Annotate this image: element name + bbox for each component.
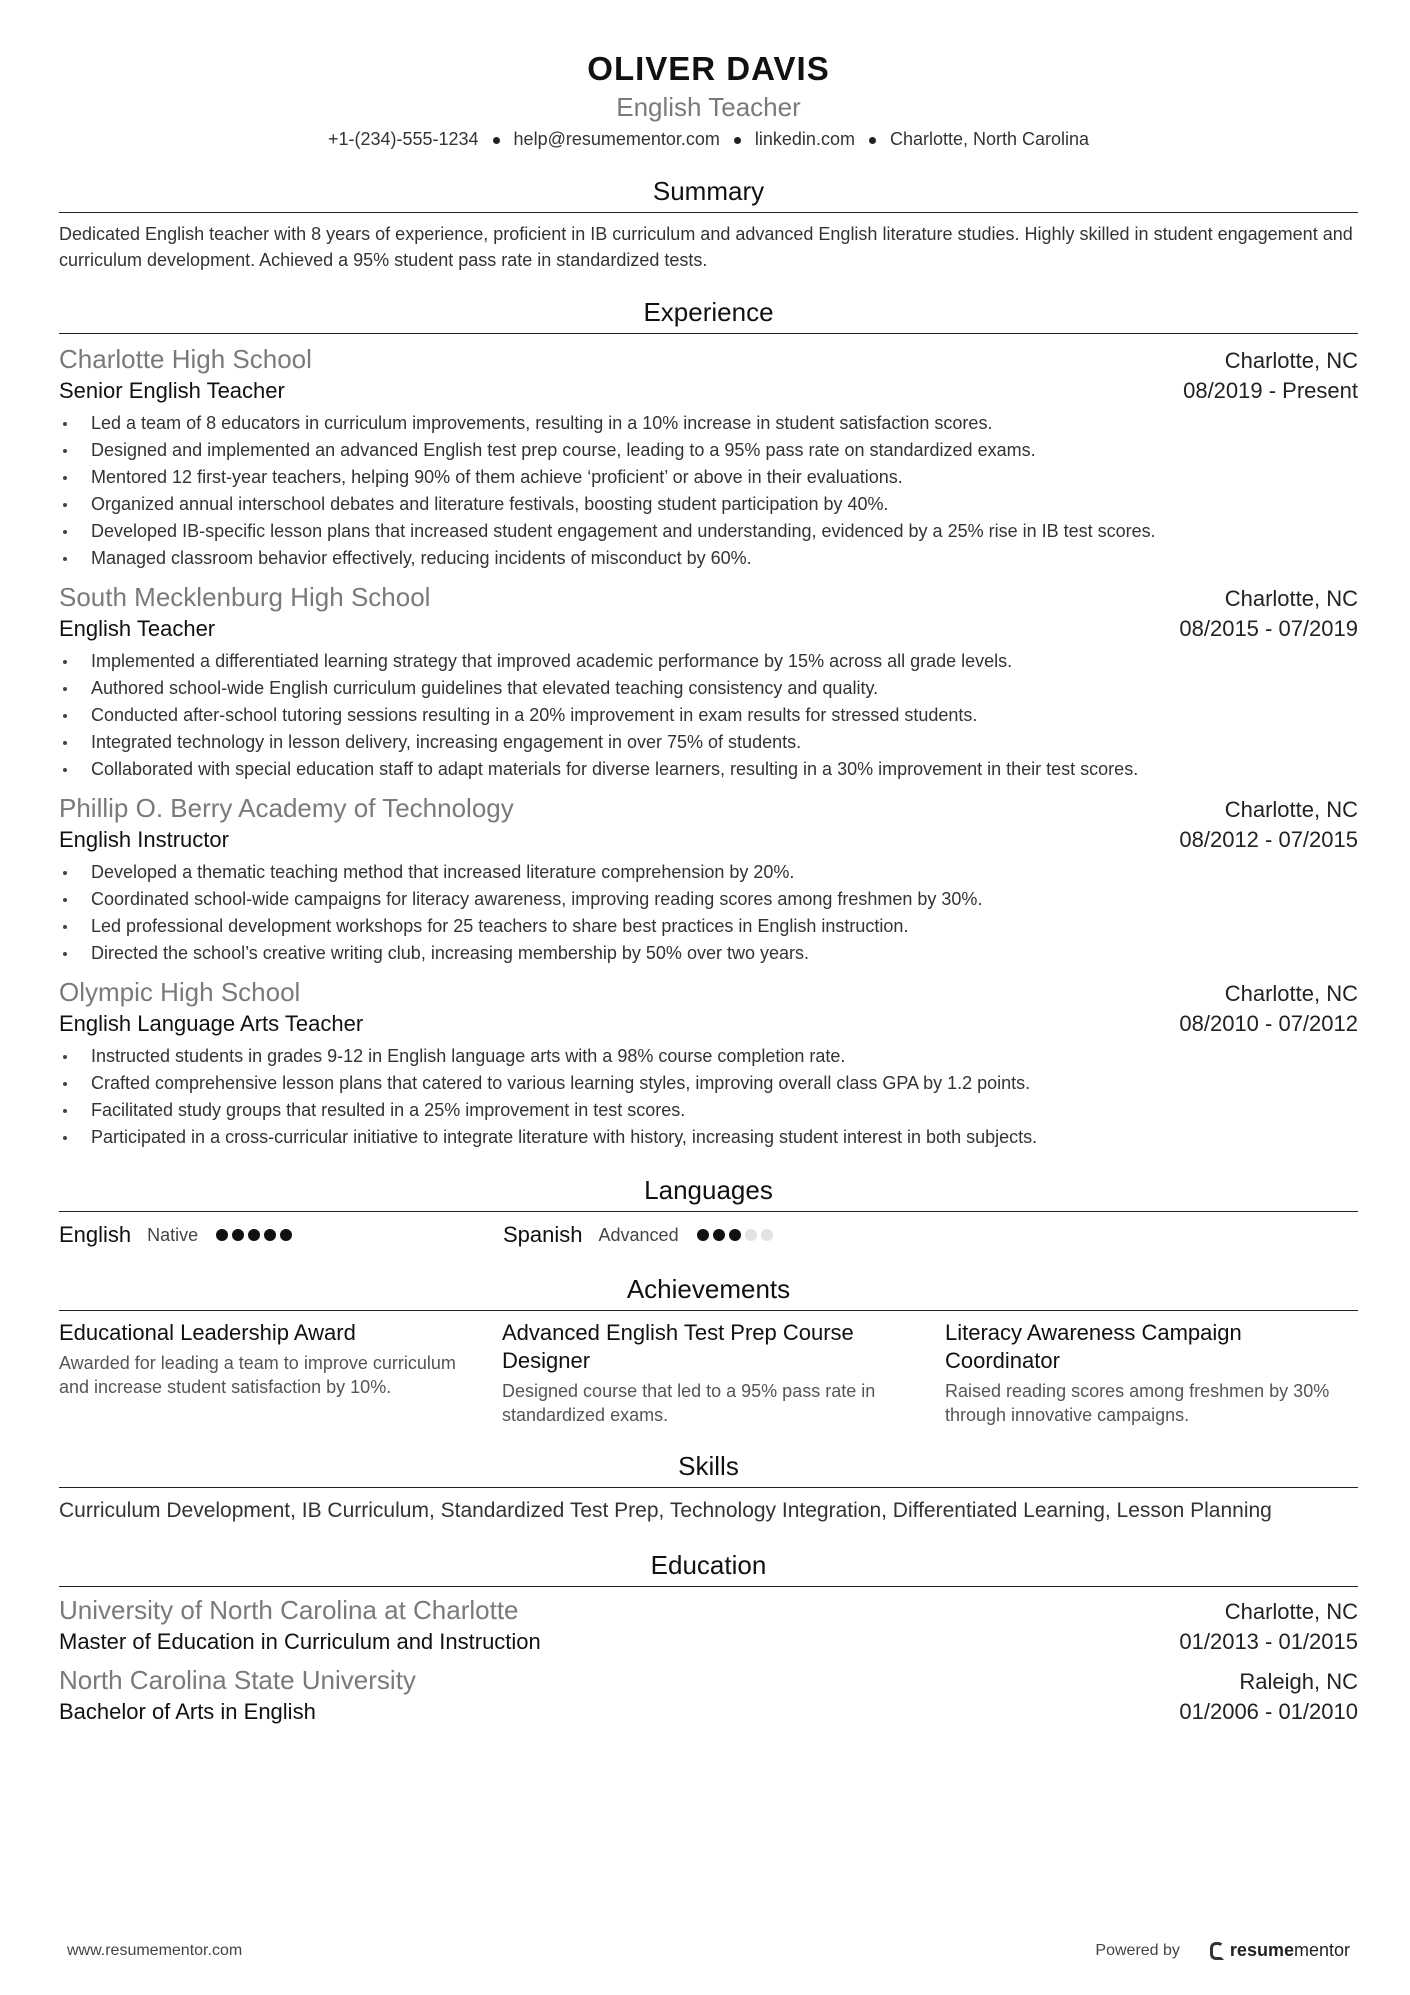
phone-number: +1-(234)-555-1234 xyxy=(327,129,479,149)
job-bullet-item: Developed IB-specific lesson plans that increased student engagement and understanding, evidenced by a 25% rise in IB test scores. xyxy=(59,518,1358,545)
language-level: Native xyxy=(147,1224,199,1245)
job-bullet-item: Conducted after-school tutoring sessions resulting in a 20% improvement in exam results for stressed students. xyxy=(59,702,1358,729)
job-bullets xyxy=(59,648,1358,783)
job-bullet-item: Integrated technology in lesson delivery, increasing engagement in over 75% of students. xyxy=(59,729,1358,756)
job-bullet-item: Collaborated with special education staff to adapt materials for diverse learners, resulting in a 30% improvement in their test scores. xyxy=(59,756,1358,783)
footer-powered-by xyxy=(1095,1940,1350,1961)
summary-text: Dedicated English teacher with 8 years of experience, proficient in IB curriculum and advanced English literature studies. Highly skilled in student engagement and curriculum development. Achieved a 95% student pass rate in standardized tests. xyxy=(59,224,1353,270)
job-header-row xyxy=(59,342,1358,376)
achievement-item xyxy=(945,1319,1358,1427)
job-bullet-item: Developed a thematic teaching method that increased literature comprehension by 20%. xyxy=(59,859,1358,886)
bullet-separator xyxy=(493,137,500,144)
job-title-row xyxy=(59,1009,1358,1039)
candidate-name: OLIVER DAVIS xyxy=(587,50,830,87)
experience-list xyxy=(59,342,1358,1151)
job-title-row xyxy=(59,614,1358,644)
brand-mark-icon xyxy=(1210,1942,1224,1960)
education-list xyxy=(59,1593,1358,1727)
education-institution: North Carolina State University xyxy=(59,1665,416,1695)
job-entry xyxy=(59,342,1358,572)
job-title: English Teacher xyxy=(59,616,216,641)
job-location: Charlotte, NC xyxy=(1224,797,1358,822)
achievement-description: Awarded for leading a team to improve curriculum and increase student satisfaction by 10%. xyxy=(59,1353,456,1397)
language-item xyxy=(59,1220,503,1250)
job-entry xyxy=(59,791,1358,967)
bullet-separator xyxy=(734,137,741,144)
language-item xyxy=(503,1220,947,1250)
education-dates: 01/2013 - 01/2015 xyxy=(1179,1629,1358,1654)
bullet-separator xyxy=(869,137,876,144)
rating-dot xyxy=(697,1229,709,1241)
job-dates: 08/2012 - 07/2015 xyxy=(1179,827,1358,852)
job-title-row xyxy=(59,825,1358,855)
job-title: Senior English Teacher xyxy=(59,378,285,403)
rating-dot xyxy=(745,1229,757,1241)
achievement-title: Literacy Awareness Campaign Coordinator xyxy=(945,1320,1242,1373)
job-bullets xyxy=(59,410,1358,572)
rating-dot xyxy=(264,1229,276,1241)
languages-heading: Languages xyxy=(59,1173,1358,1212)
job-bullet-item: Instructed students in grades 9-12 in English language arts with a 98% course completion rate. xyxy=(59,1043,1358,1070)
job-bullet-item: Facilitated study groups that resulted in a 25% improvement in test scores. xyxy=(59,1097,1358,1124)
job-bullet-item: Crafted comprehensive lesson plans that catered to various learning styles, improving overall class GPA by 1.2 points. xyxy=(59,1070,1358,1097)
education-location: Raleigh, NC xyxy=(1239,1669,1358,1694)
job-organization: Phillip O. Berry Academy of Technology xyxy=(59,793,514,823)
job-bullet-item: Mentored 12 first-year teachers, helping 90% of them achieve ‘proficient’ or above in their evaluations. xyxy=(59,464,1358,491)
achievement-item xyxy=(59,1319,472,1427)
job-header-row xyxy=(59,791,1358,825)
job-bullet-item: Authored school-wide English curriculum guidelines that elevated teaching consistency and quality. xyxy=(59,675,1358,702)
job-location: Charlotte, NC xyxy=(1224,586,1358,611)
education-institution: University of North Carolina at Charlotte xyxy=(59,1595,519,1625)
job-bullet-item: Organized annual interschool debates and literature festivals, boosting student participation by 40%. xyxy=(59,491,1358,518)
job-location: Charlotte, NC xyxy=(1224,348,1358,373)
skills-heading: Skills xyxy=(59,1449,1358,1488)
language-level: Advanced xyxy=(598,1224,679,1245)
job-entry xyxy=(59,975,1358,1151)
job-bullet-item: Coordinated school-wide campaigns for literacy awareness, improving reading scores among freshmen by 30%. xyxy=(59,886,1358,913)
resume-page xyxy=(59,48,1358,1727)
job-header-row xyxy=(59,975,1358,1009)
job-bullets xyxy=(59,1043,1358,1151)
education-degree: Master of Education in Curriculum and Instruction xyxy=(59,1629,541,1654)
education-header-row xyxy=(59,1663,1358,1697)
language-name: Spanish xyxy=(503,1222,583,1247)
job-bullets xyxy=(59,859,1358,967)
candidate-role: English Teacher xyxy=(616,92,801,122)
education-header-row xyxy=(59,1593,1358,1627)
education-entry xyxy=(59,1663,1358,1727)
job-title: English Instructor xyxy=(59,827,229,852)
page-footer xyxy=(67,1940,1350,1961)
job-dates: 08/2019 - Present xyxy=(1183,378,1358,403)
job-organization: Olympic High School xyxy=(59,977,301,1007)
rating-dot xyxy=(216,1229,228,1241)
job-bullet-item: Participated in a cross-curricular initiative to integrate literature with history, increasing student interest in both subjects. xyxy=(59,1124,1358,1151)
contact-line xyxy=(59,126,1358,152)
brand-name-bold: resume xyxy=(1229,1940,1294,1960)
brand-logo[interactable] xyxy=(1210,1940,1350,1961)
education-degree-row xyxy=(59,1697,1358,1727)
achievement-title: Advanced English Test Prep Course Designer xyxy=(502,1320,854,1373)
job-title: English Language Arts Teacher xyxy=(59,1011,364,1036)
job-organization: Charlotte High School xyxy=(59,344,312,374)
rating-dot xyxy=(713,1229,725,1241)
language-name: English xyxy=(59,1222,132,1247)
summary-heading: Summary xyxy=(59,174,1358,213)
powered-by-label: Powered by xyxy=(1095,1941,1180,1959)
rating-dot xyxy=(761,1229,773,1241)
job-location: Charlotte, NC xyxy=(1224,981,1358,1006)
language-rating xyxy=(697,1229,777,1241)
footer-website-link[interactable]: www.resumementor.com xyxy=(67,1941,243,1959)
location-text: Charlotte, North Carolina xyxy=(889,129,1090,149)
education-dates: 01/2006 - 01/2010 xyxy=(1179,1699,1358,1724)
achievements-heading: Achievements xyxy=(59,1272,1358,1311)
linkedin-link[interactable]: linkedin.com xyxy=(754,129,855,149)
job-bullet-item: Managed classroom behavior effectively, reducing incidents of misconduct by 60%. xyxy=(59,545,1358,572)
language-rating xyxy=(216,1229,296,1241)
job-entry xyxy=(59,580,1358,783)
achievement-item xyxy=(502,1319,915,1427)
achievements-list xyxy=(59,1319,1358,1427)
job-header-row xyxy=(59,580,1358,614)
rating-dot xyxy=(232,1229,244,1241)
rating-dot xyxy=(729,1229,741,1241)
email-address[interactable]: help@resumementor.com xyxy=(513,129,720,149)
job-organization: South Mecklenburg High School xyxy=(59,582,431,612)
education-entry xyxy=(59,1593,1358,1657)
achievement-title: Educational Leadership Award xyxy=(59,1320,356,1345)
education-location: Charlotte, NC xyxy=(1224,1599,1358,1624)
brand-name-light: mentor xyxy=(1293,1940,1350,1960)
rating-dot xyxy=(248,1229,260,1241)
job-title-row xyxy=(59,376,1358,406)
education-degree: Bachelor of Arts in English xyxy=(59,1699,316,1724)
skills-text: Curriculum Development, IB Curriculum, Standardized Test Prep, Technology Integration, Differentiated Learning, Lesson Planning xyxy=(59,1499,1272,1522)
resume-header xyxy=(59,48,1358,152)
rating-dot xyxy=(280,1229,292,1241)
languages-list xyxy=(59,1220,1358,1250)
job-bullet-item: Led professional development workshops for 25 teachers to share best practices in English instruction. xyxy=(59,913,1358,940)
job-bullet-item: Directed the school’s creative writing club, increasing membership by 50% over two years. xyxy=(59,940,1358,967)
job-bullet-item: Designed and implemented an advanced English test prep course, leading to a 95% pass rate on standardized exams. xyxy=(59,437,1358,464)
achievement-description: Raised reading scores among freshmen by 30% through innovative campaigns. xyxy=(945,1381,1330,1425)
job-bullet-item: Implemented a differentiated learning strategy that improved academic performance by 15% across all grade levels. xyxy=(59,648,1358,675)
job-dates: 08/2010 - 07/2012 xyxy=(1179,1011,1358,1036)
education-degree-row xyxy=(59,1627,1358,1657)
job-dates: 08/2015 - 07/2019 xyxy=(1179,616,1358,641)
experience-heading: Experience xyxy=(59,295,1358,334)
job-bullet-item: Led a team of 8 educators in curriculum improvements, resulting in a 10% increase in student satisfaction scores. xyxy=(59,410,1358,437)
achievement-description: Designed course that led to a 95% pass rate in standardized exams. xyxy=(502,1381,876,1425)
education-heading: Education xyxy=(59,1548,1358,1587)
